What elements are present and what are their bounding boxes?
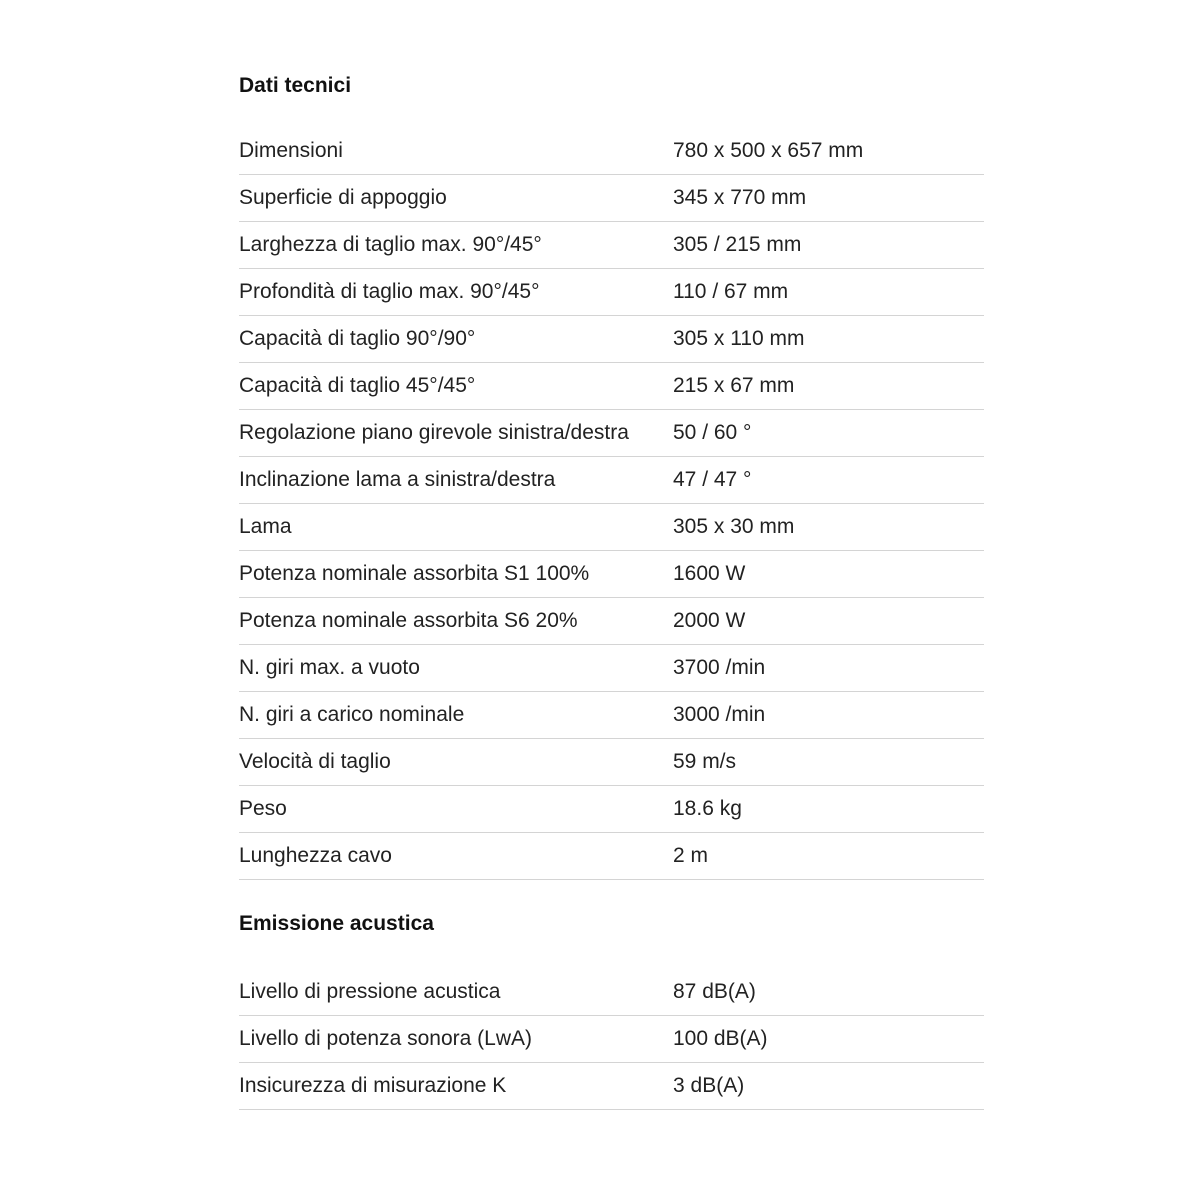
table-row	[239, 969, 984, 1016]
table-row	[239, 1016, 984, 1063]
spec-label: Profondità di taglio max. 90°/45°	[239, 280, 540, 303]
table-row	[239, 692, 984, 739]
spec-value: 305 x 30 mm	[673, 515, 795, 538]
spec-label: Livello di potenza sonora (LwA)	[239, 1027, 532, 1050]
spec-label: Lama	[239, 515, 292, 538]
spec-value: 59 m/s	[673, 750, 737, 773]
table-row	[239, 504, 984, 551]
spec-label: Potenza nominale assorbita S1 100%	[239, 562, 590, 585]
table-row	[239, 128, 984, 175]
table-row	[239, 269, 984, 316]
table-row	[239, 222, 984, 269]
spec-label: Capacità di taglio 45°/45°	[239, 374, 476, 397]
spec-value: 110 / 67 mm	[673, 280, 789, 303]
spec-label: Potenza nominale assorbita S6 20%	[239, 609, 578, 632]
spec-label: Peso	[239, 797, 287, 820]
spec-label: Dimensioni	[239, 139, 343, 162]
spec-value: 780 x 500 x 657 mm	[673, 139, 864, 162]
spec-label: N. giri max. a vuoto	[239, 656, 420, 679]
spec-label: Livello di pressione acustica	[239, 980, 501, 1003]
spec-label: Lunghezza cavo	[239, 844, 392, 867]
table-row	[239, 598, 984, 645]
table-row	[239, 786, 984, 833]
table-row	[239, 410, 984, 457]
spec-value: 47 / 47 °	[673, 468, 752, 491]
spec-label: Inclinazione lama a sinistra/destra	[239, 468, 556, 491]
spec-value: 50 / 60 °	[673, 421, 752, 444]
spec-label: Larghezza di taglio max. 90°/45°	[239, 233, 542, 256]
spec-value: 3000 /min	[673, 703, 766, 726]
table-row	[239, 175, 984, 222]
spec-value: 2000 W	[673, 609, 746, 632]
spec-value: 100 dB(A)	[673, 1027, 768, 1050]
spec-value: 18.6 kg	[673, 797, 742, 820]
spec-label: N. giri a carico nominale	[239, 703, 465, 726]
section-title-technical-data: Dati tecnici	[239, 74, 352, 97]
table-row	[239, 1063, 984, 1110]
spec-value: 87 dB(A)	[673, 980, 756, 1003]
table-row	[239, 457, 984, 504]
spec-value: 215 x 67 mm	[673, 374, 795, 397]
spec-label: Superficie di appoggio	[239, 186, 447, 209]
table-row	[239, 739, 984, 786]
spec-label: Velocità di taglio	[239, 750, 391, 773]
technical-data-table	[239, 128, 984, 880]
spec-value: 1600 W	[673, 562, 746, 585]
table-row	[239, 316, 984, 363]
spec-label: Insicurezza di misurazione K	[239, 1074, 507, 1097]
section-title-acoustic-emission: Emissione acustica	[239, 912, 434, 935]
spec-value: 3700 /min	[673, 656, 766, 679]
spec-label: Capacità di taglio 90°/90°	[239, 327, 476, 350]
spec-value: 2 m	[673, 844, 709, 867]
spec-value: 345 x 770 mm	[673, 186, 807, 209]
spec-value: 305 / 215 mm	[673, 233, 802, 256]
spec-label: Regolazione piano girevole sinistra/destra	[239, 421, 629, 444]
acoustic-emission-table	[239, 969, 984, 1110]
table-row	[239, 363, 984, 410]
table-row	[239, 551, 984, 598]
spec-value: 3 dB(A)	[673, 1074, 745, 1097]
spec-value: 305 x 110 mm	[673, 327, 805, 350]
table-row	[239, 833, 984, 880]
table-row	[239, 645, 984, 692]
